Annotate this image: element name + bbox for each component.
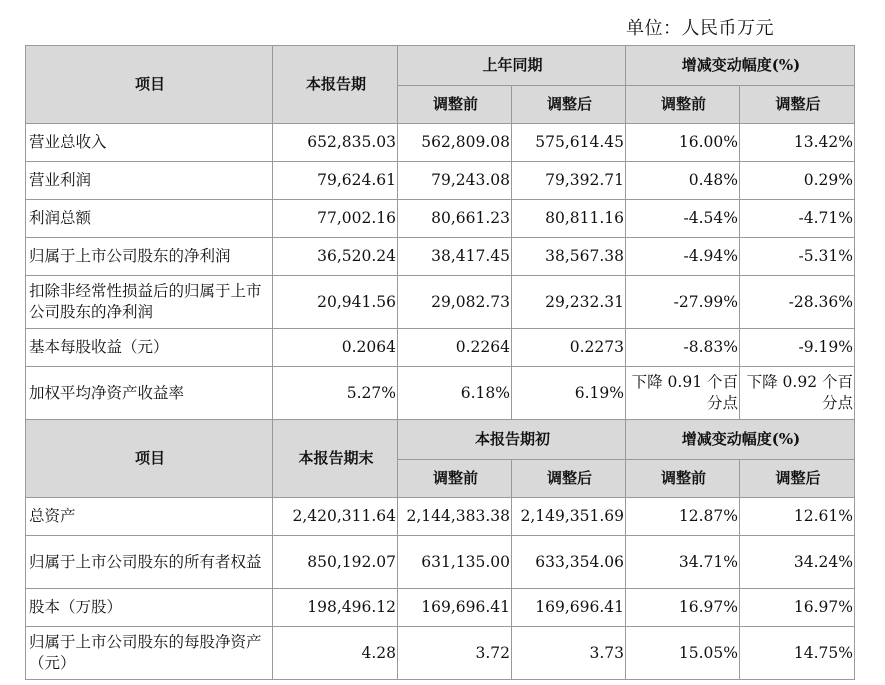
cell-value: 850,192.07 <box>273 536 398 589</box>
cell-value: 5.27% <box>273 367 398 420</box>
cell-value: 16.00% <box>626 124 740 162</box>
row-label: 股本（万股） <box>26 589 273 627</box>
cell-value: 6.19% <box>512 367 626 420</box>
row-label: 营业利润 <box>26 162 273 200</box>
cell-value: 198,496.12 <box>273 589 398 627</box>
cell-value: 38,417.45 <box>398 238 512 276</box>
cell-value: 15.05% <box>626 627 740 680</box>
cell-value: 631,135.00 <box>398 536 512 589</box>
row-label: 扣除非经常性损益后的归属于上市公司股东的净利润 <box>26 276 273 329</box>
prior-period-header: 上年同期 <box>398 46 626 86</box>
cell-value: 633,354.06 <box>512 536 626 589</box>
cell-value: 80,811.16 <box>512 200 626 238</box>
cell-value: 36,520.24 <box>273 238 398 276</box>
cell-value: -4.94% <box>626 238 740 276</box>
row-label: 利润总额 <box>26 200 273 238</box>
item-header: 项目 <box>26 46 273 124</box>
sub-header-after: 调整后 <box>512 86 626 124</box>
cell-value: 4.28 <box>273 627 398 680</box>
cell-value: 575,614.45 <box>512 124 626 162</box>
table-row <box>26 627 855 680</box>
sub-header-before: 调整前 <box>626 460 740 498</box>
cell-value: 77,002.16 <box>273 200 398 238</box>
cell-value: -5.31% <box>740 238 855 276</box>
current-period-header: 本报告期 <box>273 46 398 124</box>
period-end-header: 本报告期末 <box>273 420 398 498</box>
table-row <box>26 498 855 536</box>
cell-value: 16.97% <box>740 589 855 627</box>
cell-value: 0.2064 <box>273 329 398 367</box>
cell-value: -4.71% <box>740 200 855 238</box>
sub-header-after: 调整后 <box>740 460 855 498</box>
cell-value: 34.24% <box>740 536 855 589</box>
row-label: 归属于上市公司股东的净利润 <box>26 238 273 276</box>
row-label: 加权平均净资产收益率 <box>26 367 273 420</box>
cell-value: 38,567.38 <box>512 238 626 276</box>
row-label: 归属于上市公司股东的所有者权益 <box>26 536 273 589</box>
row-label: 归属于上市公司股东的每股净资产（元） <box>26 627 273 680</box>
sub-header-before: 调整前 <box>398 86 512 124</box>
cell-value: 16.97% <box>626 589 740 627</box>
cell-value: 0.29% <box>740 162 855 200</box>
cell-value: -9.19% <box>740 329 855 367</box>
row-label: 总资产 <box>26 498 273 536</box>
table-row <box>26 238 855 276</box>
cell-value: -27.99% <box>626 276 740 329</box>
cell-value: 0.2264 <box>398 329 512 367</box>
cell-value: 2,144,383.38 <box>398 498 512 536</box>
cell-note: 下降 0.91 个百分点 <box>626 367 740 420</box>
sub-header-after: 调整后 <box>740 86 855 124</box>
cell-value: 3.73 <box>512 627 626 680</box>
cell-value: 3.72 <box>398 627 512 680</box>
cell-value: 0.2273 <box>512 329 626 367</box>
cell-value: 0.48% <box>626 162 740 200</box>
table-row <box>26 124 855 162</box>
cell-value: 12.87% <box>626 498 740 536</box>
sub-header-after: 调整后 <box>512 460 626 498</box>
period-start-header: 本报告期初 <box>398 420 626 460</box>
cell-value: -4.54% <box>626 200 740 238</box>
unit-label: 单位：人民币万元 <box>626 18 774 39</box>
cell-value: 6.18% <box>398 367 512 420</box>
cell-value: 169,696.41 <box>512 589 626 627</box>
cell-value: 2,149,351.69 <box>512 498 626 536</box>
row-label: 营业总收入 <box>26 124 273 162</box>
cell-value: 2,420,311.64 <box>273 498 398 536</box>
cell-value: 13.42% <box>740 124 855 162</box>
sub-header-before: 调整前 <box>398 460 512 498</box>
table-row <box>26 536 855 589</box>
change-header: 增减变动幅度(%) <box>626 420 855 460</box>
table-row <box>26 200 855 238</box>
table-row <box>26 367 855 420</box>
table-row <box>26 329 855 367</box>
cell-value: 34.71% <box>626 536 740 589</box>
cell-value: 20,941.56 <box>273 276 398 329</box>
cell-value: 79,624.61 <box>273 162 398 200</box>
cell-value: 29,082.73 <box>398 276 512 329</box>
item-header: 项目 <box>26 420 273 498</box>
cell-value: 79,392.71 <box>512 162 626 200</box>
financial-summary-table <box>25 45 855 680</box>
cell-value: 652,835.03 <box>273 124 398 162</box>
cell-value: 29,232.31 <box>512 276 626 329</box>
cell-value: 169,696.41 <box>398 589 512 627</box>
cell-value: 14.75% <box>740 627 855 680</box>
sub-header-before: 调整前 <box>626 86 740 124</box>
change-header: 增减变动幅度(%) <box>626 46 855 86</box>
cell-value: 12.61% <box>740 498 855 536</box>
table-row <box>26 276 855 329</box>
cell-value: 562,809.08 <box>398 124 512 162</box>
cell-value: 79,243.08 <box>398 162 512 200</box>
cell-value: -8.83% <box>626 329 740 367</box>
cell-value: 80,661.23 <box>398 200 512 238</box>
cell-note: 下降 0.92 个百分点 <box>740 367 855 420</box>
table-row <box>26 589 855 627</box>
row-label: 基本每股收益（元） <box>26 329 273 367</box>
cell-value: -28.36% <box>740 276 855 329</box>
table-row <box>26 162 855 200</box>
